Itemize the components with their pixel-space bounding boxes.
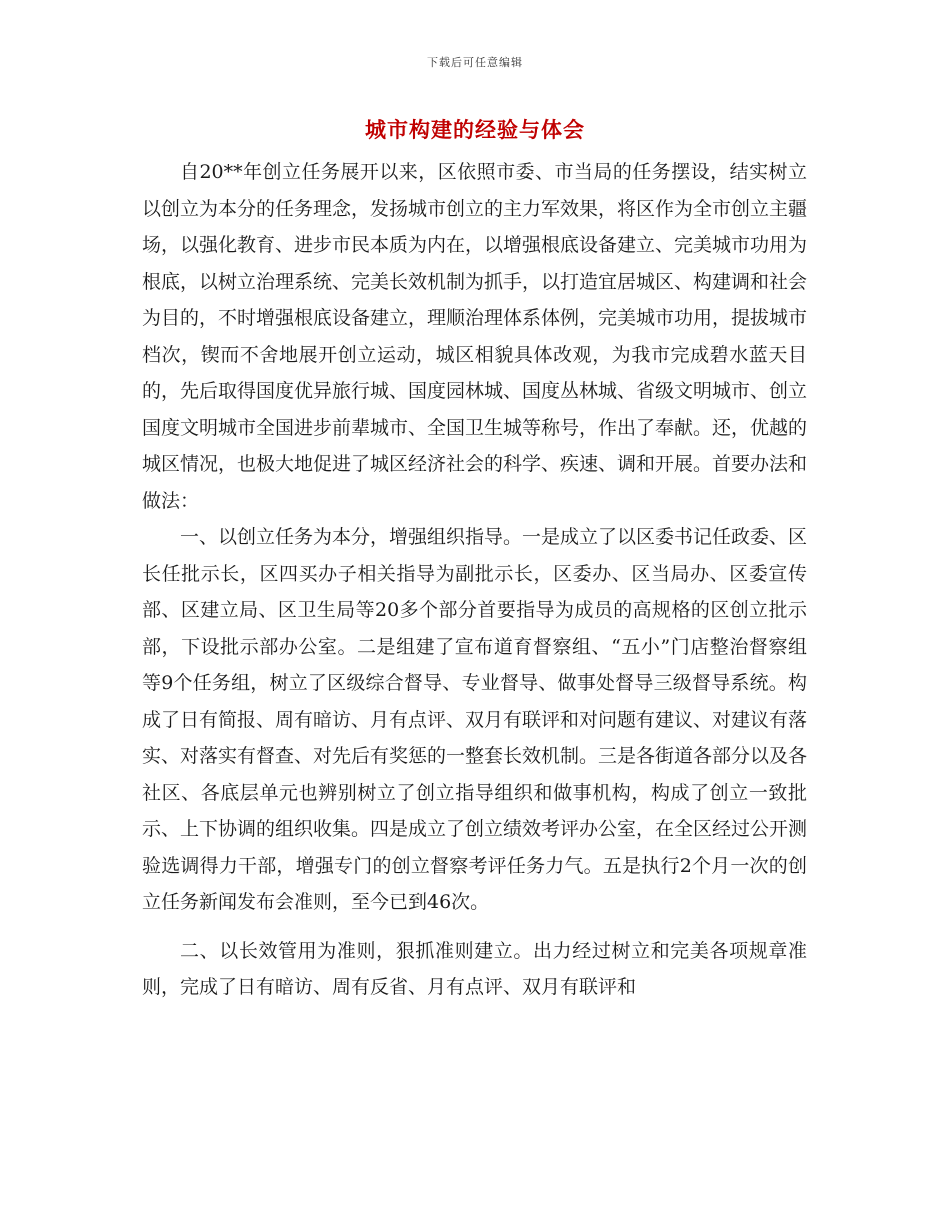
document-body: [142, 154, 807, 1006]
document-title: 城市构建的经验与体会: [365, 117, 585, 142]
paragraph-section-2: 二、以长效管用为准则，狠抓准则建立。出力经过树立和完美各项规章准则，完成了日有暗访、周有反省、月有点评、双月有联评和: [142, 939, 807, 998]
paragraph-section-1: 一、以创立任务为本分，增强组织指导。一是成立了以区委书记任政委、区长任批示长，区四买办子相关指导为副批示长，区委办、区当局办、区委宣传部、区建立局、区卫生局等20多个部分首要指导为成员的高规格的区创立批示部，下设批示部办公室。二是组建了宣布道育督察组、“五小”门店整治督察组等9个任务组，树立了区级综合督导、专业督导、做事处督导三级督导系统。构成了日有简报、周有暗访、月有点评、双月有联评和对问题有建议、对建议有落实、对落实有督查、对先后有奖惩的一整套长效机制。三是各街道各部分以及各社区、各底层单元也辨别树立了创立指导组织和做事机构，构成了创立一致批示、上下协调的组织收集。四是成立了创立绩效考评办公室，在全区经过公开测验选调得力干部，增强专门的创立督察考评任务力气。五是执行2个月一次的创立任务新闻发布会准则，至今已到46次。: [142, 526, 808, 913]
header-note: 下载后可任意编辑: [427, 56, 523, 69]
paragraph-intro: 自20**年创立任务展开以来，区依照市委、市当局的任务摆设，结实树立以创立为本分的任务理念，发扬城市创立的主力军效果，将区作为全市创立主疆场，以强化教育、进步市民本质为内在，以增强根底设备建立、完美城市功用为根底，以树立治理系统、完美长效机制为抓手，以打造宜居城区、构建调和社会为目的，不时增强根底设备建立，理顺治理体系体例，完美城市功用，提拔城市档次，锲而不舍地展开创立运动，城区相貌具体改观，为我市完成碧水蓝天目的，先后取得国度优异旅行城、国度园林城、国度丛林城、省级文明城市、创立国度文明城市全国进步前辈城市、全国卫生城等称号，作出了奉献。还，优越的城区情况，也极大地促进了城区经济社会的科学、疾速、调和开展。首要办法和做法：: [142, 161, 808, 512]
